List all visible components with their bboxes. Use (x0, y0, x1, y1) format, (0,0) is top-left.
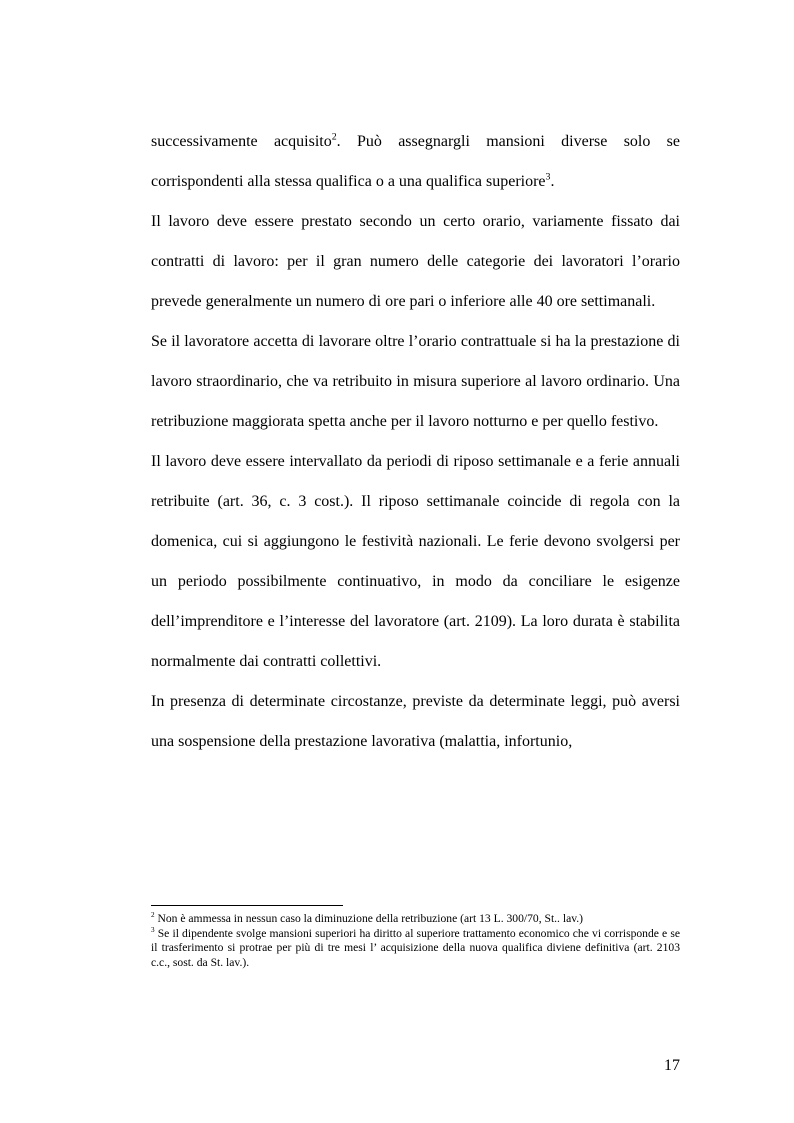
footnotes (151, 912, 680, 970)
paragraph-4: Il lavoro deve essere intervallato da periodi di riposo settimanale e a ferie annuali retribuite (art. 36, c. 3 cost.). Il riposo settimanale coincide di regola con la domenica, cui si aggiungono le festività nazionali. Le ferie devono svolgersi per un periodo possibilmente continuativo, in modo da conciliare le esigenze dell’imprenditore e l’interesse del lavoratore (art. 2109). La loro durata è stabilita normalmente dai contratti collettivi. (151, 453, 680, 670)
page-number: 17 (664, 1057, 680, 1074)
footnote-ref-3: 3 (545, 171, 551, 183)
paragraph-3: Se il lavoratore accetta di lavorare oltre l’orario contrattuale si ha la prestazione di lavoro straordinario, che va retribuito in misura superiore al lavoro ordinario. Una retribuzione maggiorata spetta anche per il lavoro notturno e per quello festivo. (151, 333, 680, 430)
footnote-3-text: Se il dipendente svolge mansioni superiori ha diritto al superiore trattamento economico che vi corrisponde e se il trasferimento si protrae per più di tre mesi l’ acquisizione della nuova qualifica diviene definitiva (art. 2103 c.c., sost. da St. lav.). (151, 926, 680, 969)
footnote-2 (151, 912, 680, 927)
footnote-separator (151, 905, 343, 906)
paragraph-1 (151, 122, 680, 202)
body-text (151, 122, 680, 762)
footnote-ref-2: 2 (331, 131, 337, 143)
paragraph-2: Il lavoro deve essere prestato secondo un certo orario, variamente fissato dai contratti di lavoro: per il gran numero delle categorie dei lavoratori l’orario prevede generalmente un numero di ore pari o inferiore alle 40 ore settimanali. (151, 213, 680, 310)
footnote-2-mark: 2 (151, 911, 155, 920)
paragraph-5: In presenza di determinate circostanze, previste da determinate leggi, può aversi una sospensione della prestazione lavorativa (malattia, infortunio, (151, 693, 680, 750)
footnote-2-text: Non è ammessa in nessun caso la diminuzione della retribuzione (art 13 L. 300/70, St.. lav.) (154, 912, 584, 925)
paragraph-1-text-start: successivamente acquisito (151, 133, 332, 150)
footnote-3-mark: 3 (151, 925, 155, 934)
paragraph-1-text-middle: . Può assegnargli mansioni diverse solo se corrispondenti alla stessa qualifica o a una qualifica superiore (151, 133, 681, 190)
paragraph-1-text-end: . (550, 173, 555, 190)
footnote-3 (151, 927, 680, 971)
